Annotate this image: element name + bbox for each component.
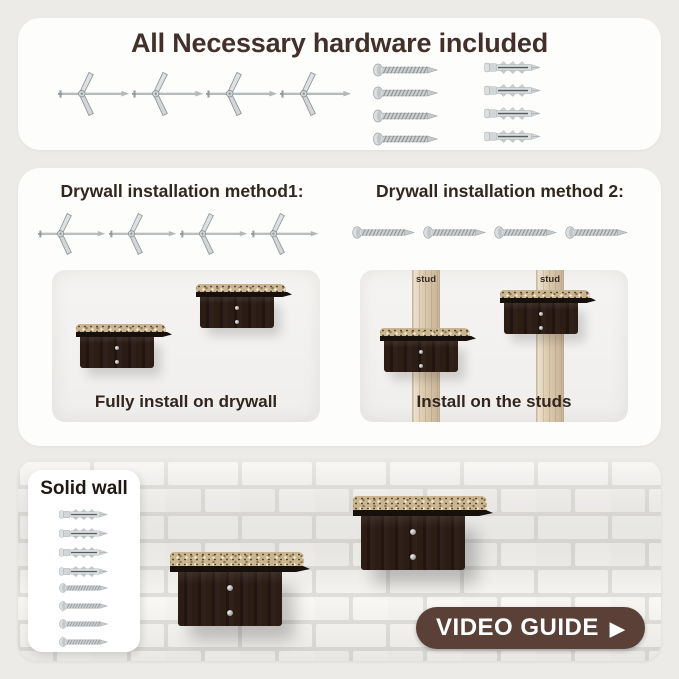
method2-screw-group xyxy=(352,224,629,241)
shelf-bracket xyxy=(384,341,458,372)
shelf-bracket xyxy=(200,297,274,328)
toggle-bolt-group xyxy=(58,66,352,122)
screw-icon xyxy=(368,131,444,147)
shelf-bracket xyxy=(178,572,282,626)
screw-icon xyxy=(423,224,487,241)
screw-icon xyxy=(352,224,416,241)
wall-anchor-group xyxy=(50,508,118,578)
screw-dot-icon xyxy=(539,326,543,330)
screw-group xyxy=(50,582,118,648)
toggle-bolt-icon xyxy=(38,208,106,260)
solid-wall-title: Solid wall xyxy=(40,478,128,499)
carpet-top xyxy=(353,496,487,512)
wall-anchor-icon xyxy=(476,83,550,98)
wall-anchor-icon xyxy=(476,106,550,121)
screw-dot-icon xyxy=(235,320,239,324)
toggle-bolt-icon xyxy=(251,208,319,260)
method1-toggle-bolt-group xyxy=(38,208,319,260)
cat-shelf xyxy=(196,284,292,328)
drywall-panel xyxy=(52,270,320,422)
solid-wall-card xyxy=(28,470,140,652)
screw-dot-icon xyxy=(539,312,543,316)
screw-icon xyxy=(50,636,118,648)
wall-anchor-icon xyxy=(50,546,118,559)
toggle-bolt-icon xyxy=(206,66,278,122)
screw-dot-icon xyxy=(115,346,119,350)
toggle-bolt-icon xyxy=(132,66,204,122)
stud-label: stud xyxy=(415,274,437,285)
screw-dot-icon xyxy=(410,529,416,535)
screw-icon xyxy=(368,85,444,101)
wall-anchor-group xyxy=(476,60,550,144)
play-icon: ▶ xyxy=(609,618,625,640)
screw-icon xyxy=(368,62,444,78)
stud-label: stud xyxy=(539,274,561,285)
wall-anchor-icon xyxy=(476,129,550,144)
screw-dot-icon xyxy=(115,360,119,364)
cat-shelf xyxy=(76,324,172,368)
screw-dot-icon xyxy=(419,364,423,368)
screw-icon xyxy=(368,108,444,124)
page-title: All Necessary hardware included xyxy=(131,28,548,58)
screw-dot-icon xyxy=(410,554,416,560)
solid-wall-section xyxy=(18,460,661,661)
cat-shelf xyxy=(380,328,476,372)
toggle-bolt-icon xyxy=(109,208,177,260)
wall-anchor-icon xyxy=(50,565,118,578)
cat-shelf xyxy=(170,552,310,626)
screw-icon xyxy=(50,618,118,630)
screw-icon xyxy=(494,224,558,241)
method1-title: Drywall installation method1: xyxy=(60,181,304,201)
video-guide-button[interactable] xyxy=(416,607,645,649)
method1-caption: Fully install on drywall xyxy=(94,392,278,411)
shelf-bracket xyxy=(80,337,154,368)
wall-anchor-icon xyxy=(50,508,118,521)
screw-dot-icon xyxy=(235,306,239,310)
screw-dot-icon xyxy=(227,610,233,616)
wall-anchor-icon xyxy=(50,527,118,540)
cat-shelf xyxy=(353,496,493,570)
cat-shelf xyxy=(500,290,596,334)
toggle-bolt-icon xyxy=(280,66,352,122)
toggle-bolt-icon xyxy=(58,66,130,122)
screw-icon xyxy=(50,600,118,612)
hardware-included-card xyxy=(18,18,661,150)
screw-dot-icon xyxy=(419,350,423,354)
shelf-bracket xyxy=(504,303,578,334)
method2-title: Drywall installation method 2: xyxy=(376,181,624,201)
studs-panel xyxy=(360,270,628,422)
screw-group xyxy=(368,62,444,147)
method2-caption: Install on the studs xyxy=(416,392,572,411)
carpet-top xyxy=(170,552,304,568)
toggle-bolt-icon xyxy=(180,208,248,260)
screw-dot-icon xyxy=(227,585,233,591)
screw-icon xyxy=(565,224,629,241)
shelf-bracket xyxy=(361,516,465,570)
screw-icon xyxy=(50,582,118,594)
installation-methods-card xyxy=(18,168,661,446)
wall-anchor-icon xyxy=(476,60,550,75)
video-guide-label: VIDEO GUIDE xyxy=(436,614,599,641)
